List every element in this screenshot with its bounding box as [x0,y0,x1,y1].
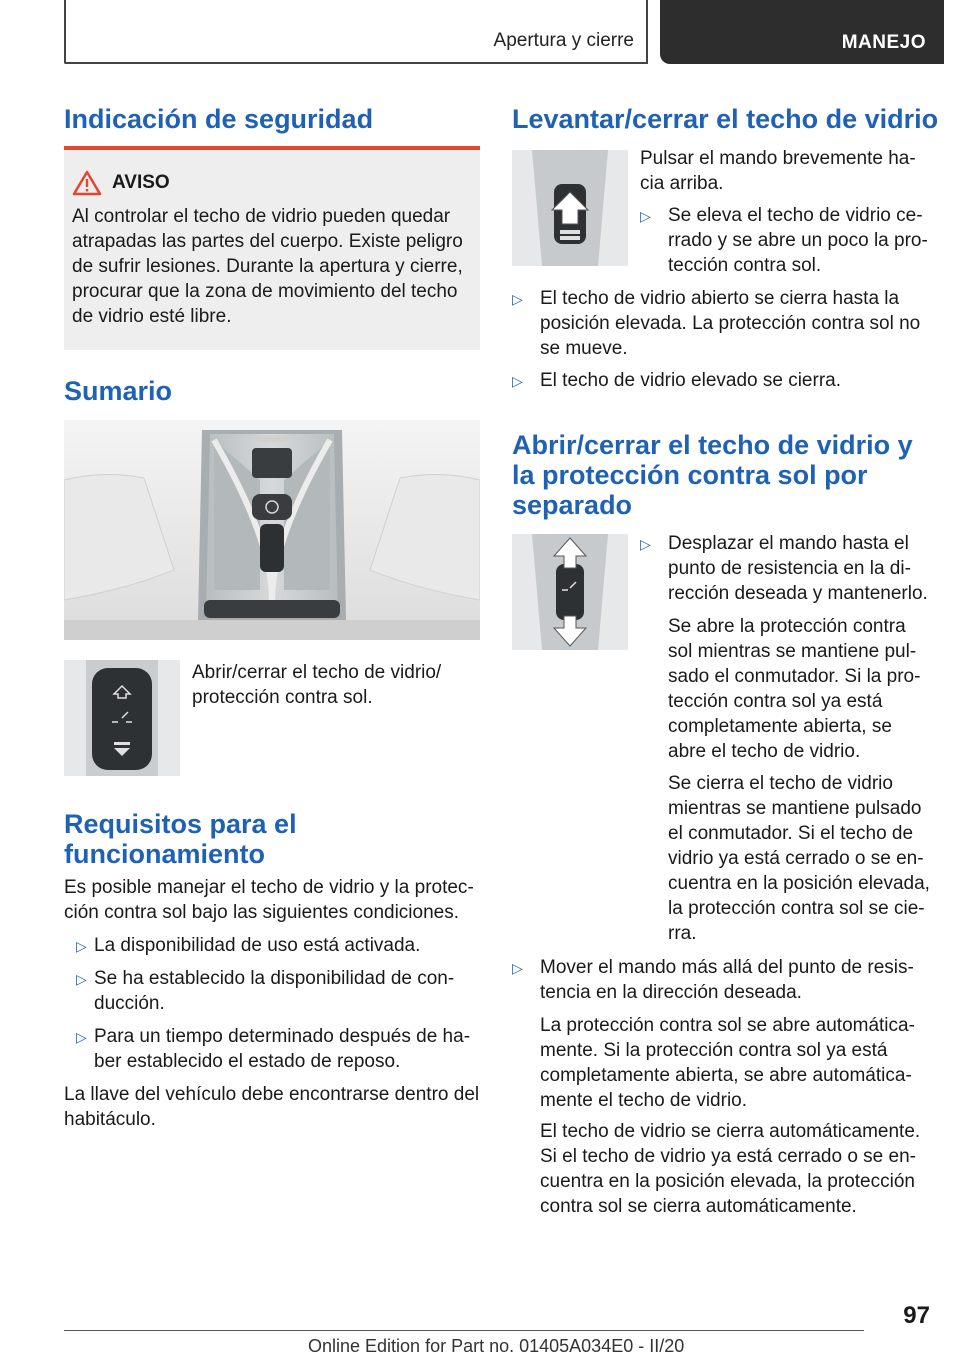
bullet-triangle-icon: ▷ [640,208,651,224]
separate-bullet-paragraph: El techo de vidrio se cierra automáticamente. Si el techo de vidrio ya está cerrado o se encuentra en la posición elevada, la protección contra sol se cierra automáticamente. [540,1121,921,1217]
header-section-tab [64,0,648,64]
separate-bullet-paragraph: Se abre la protección contra sol mientras se mantiene pulsado el conmutador. Si la protección contra sol ya está completamente abierta, se abre el techo de vidrio. [668,616,921,762]
switch-closeup-image [64,660,180,776]
separate-heading: Abrir/cerrar el techo de vidrio y la protección contra sol por separado [512,430,913,520]
bullet-triangle-icon: ▷ [76,938,87,954]
requirement-item: ▷ La disponibilidad de uso está activada. [76,933,480,958]
bullet-triangle-icon: ▷ [76,971,87,987]
requirements-heading: Requisitos para el funcionamiento [64,809,297,869]
lift-heading: Levantar/cerrar el techo de vidrio [512,104,939,134]
bullet-triangle-icon: ▷ [512,373,523,389]
warning-box [64,150,480,350]
summary-heading: Sumario [64,376,173,406]
warning-triangle-icon [72,170,102,196]
warning-text: Al controlar el techo de vidrio pueden quedar atrapadas las partes del cuerpo. Existe peligro de sufrir lesiones. Durante la apertura y cierre, procurar que la zona de movimiento del techo de vidrio esté libre. [72,206,463,327]
header-chapter-tab [660,0,944,64]
overhead-console-image [64,420,480,640]
bullet-triangle-icon: ▷ [76,1029,87,1045]
header-section-title: Apertura y cierre [493,30,634,51]
footer-edition: Online Edition for Part no. 01405A034E0 - II/20 [308,1336,685,1356]
switch-up-image [512,150,628,266]
separate-bullet: ▷ Mover el mando más allá del punto de resistencia en la dirección deseada. [512,957,914,1003]
lift-bullet: ▷ El techo de vidrio abierto se cierra hasta la posición elevada. La protección contra sol no se mueve. [512,288,921,359]
separate-bullet-paragraph: Se cierra el techo de vidrio mientras se mantiene pulsado el conmutador. Si el techo de vidrio ya está cerrado o se encuentra en la posición elevada, la protección contra sol se cierra. [668,773,930,944]
requirements-outro: La llave del vehículo debe encontrarse dentro del habitáculo. [64,1084,480,1130]
requirements-intro: Es posible manejar el techo de vidrio y la protección contra sol bajo las siguientes condiciones. [64,877,474,923]
switch-updown-image [512,534,628,650]
separate-bullet-paragraph: La protección contra sol se abre automáticamente. Si la protección contra sol ya está completamente abierta, se abre automáticamente el techo de vidrio. [540,1015,915,1111]
header-chapter-title: MANEJO [841,32,926,53]
warning-title: AVISO [112,172,170,193]
separate-bullet: ▷ Desplazar el mando hasta el punto de resistencia en la dirección deseada y mantenerlo. [640,533,928,604]
bullet-triangle-icon: ▷ [640,536,651,552]
requirement-item: ▷ Se ha establecido la disponibilidad de conducción. [76,968,455,1014]
lift-intro: Pulsar el mando brevemente hacia arriba. [640,148,916,194]
requirement-item: ▷ Para un tiempo determinado después de haber establecido el estado de reposo. [76,1026,471,1072]
bullet-triangle-icon: ▷ [512,960,523,976]
page-number: 97 [903,1302,930,1329]
lift-bullet: ▷ El techo de vidrio elevado se cierra. [512,368,932,393]
safety-heading: Indicación de seguridad [64,104,374,134]
footer-rule [64,1330,864,1331]
switch-caption: Abrir/cerrar el techo de vidrio/ protección contra sol. [192,662,442,708]
lift-bullet: ▷ Se eleva el techo de vidrio cerrado y se abre un poco la protección contra sol. [640,205,928,276]
bullet-triangle-icon: ▷ [512,291,523,307]
